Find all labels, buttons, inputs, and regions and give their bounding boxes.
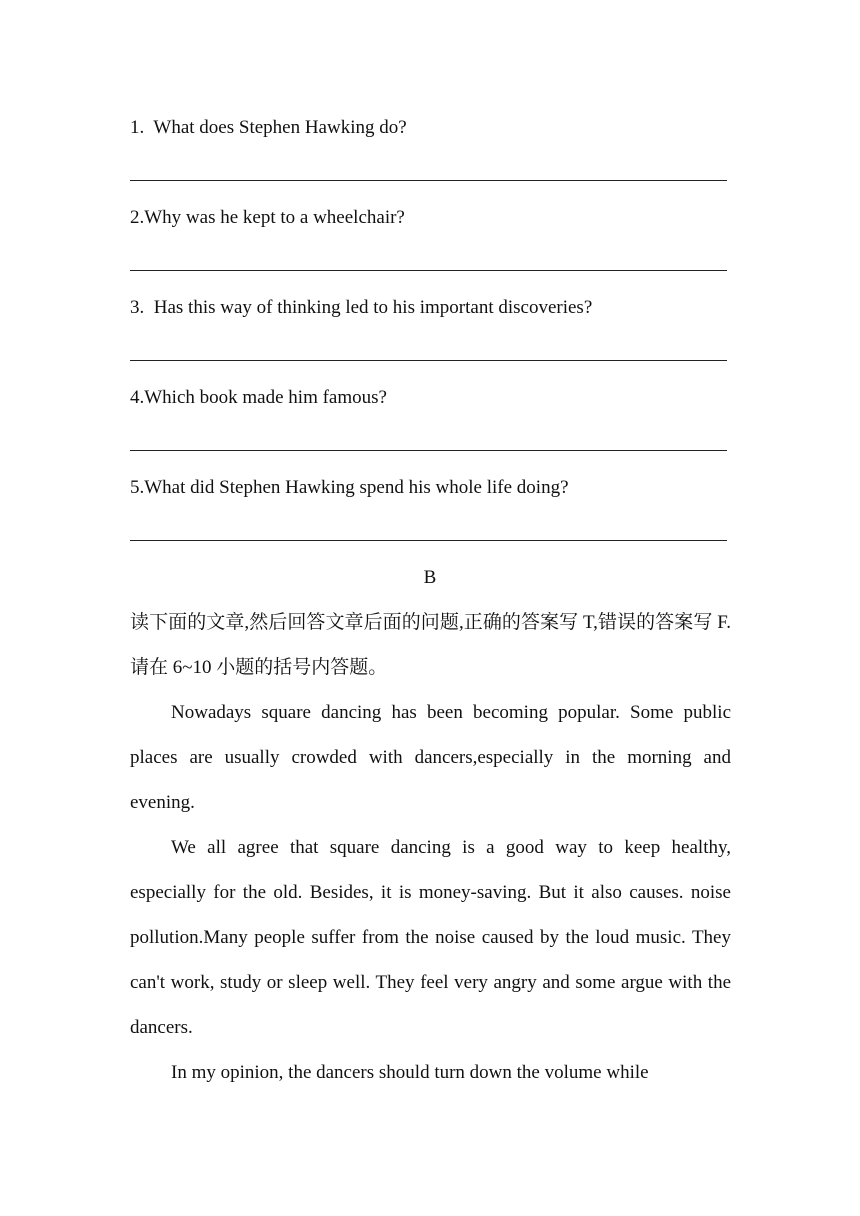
answer-line-2[interactable] bbox=[130, 270, 727, 271]
answer-line-1[interactable] bbox=[130, 180, 727, 181]
paragraph-2: We all agree that square dancing is a good way to keep healthy, especially for the old. Besides, it is money-saving. But it also causes. noise pollution.Many people suffer from the noise caused by the loud music. They can't work, study or sleep well. They feel very angry and some argue with the dancers. bbox=[130, 837, 731, 1038]
answer-line-3[interactable] bbox=[130, 360, 727, 361]
question-3: 3. Has this way of thinking led to his important discoveries? bbox=[130, 297, 593, 318]
question-1: 1. What does Stephen Hawking do? bbox=[130, 117, 407, 138]
paragraph-3: In my opinion, the dancers should turn down the volume while bbox=[171, 1062, 649, 1083]
question-2: 2.Why was he kept to a wheelchair? bbox=[130, 207, 405, 228]
answer-line-5[interactable] bbox=[130, 540, 727, 541]
answer-line-4[interactable] bbox=[130, 450, 727, 451]
instructions: 读下面的文章,然后回答文章后面的问题,正确的答案写 T,错误的答案写 F.请在 6~10 小题的括号内答题。 bbox=[130, 612, 731, 678]
paragraph-1: Nowadays square dancing has been becoming popular. Some public places are usually crowded with dancers,especially in the morning and evening. bbox=[130, 702, 731, 813]
question-5: 5.What did Stephen Hawking spend his whole life doing? bbox=[130, 477, 569, 498]
section-heading: B bbox=[423, 567, 437, 588]
question-4: 4.Which book made him famous? bbox=[130, 387, 387, 408]
